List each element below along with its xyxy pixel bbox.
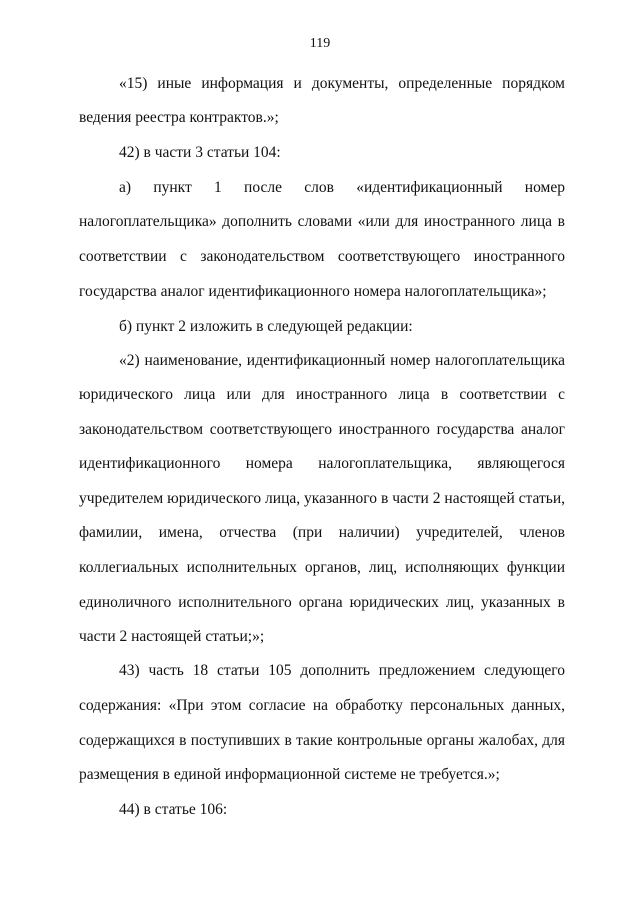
text-line: содержания: «При этом согласие на обработку персональных данных, (79, 697, 565, 714)
text-line: налогоплательщика» дополнить словами «или для иностранного лица в (79, 213, 565, 230)
text-line: 44) в статье 106: (119, 801, 228, 818)
text-line: юридического лица или для иностранного лица в соответствии с (79, 386, 565, 403)
text-line: а) пункт 1 после слов «идентификационный номер (119, 179, 565, 196)
text-line: ведения реестра контрактов.»; (79, 109, 279, 126)
text-line: содержащихся в поступивших в такие контрольные органы жалобах, для (79, 732, 565, 749)
text-line: 42) в части 3 статьи 104: (119, 144, 281, 161)
text-line: законодательством соответствующего иностранного государства аналог (79, 421, 565, 438)
text-line: «15) иные информация и документы, определенные порядком (119, 75, 565, 92)
text-line: б) пункт 2 изложить в следующей редакции: (119, 318, 413, 335)
text-line: размещения в единой информационной системе не требуется.»; (79, 766, 500, 783)
text-line: учредителем юридического лица, указанного в части 2 настоящей статьи, (79, 490, 565, 507)
text-line: 43) часть 18 статьи 105 дополнить предложением следующего (119, 662, 565, 679)
text-line: части 2 настоящей статьи;»; (79, 628, 265, 645)
text-line: государства аналог идентификационного номера налогоплательщика»; (79, 283, 547, 300)
text-line: фамилии, имена, отчества (при наличии) учредителей, членов (79, 524, 565, 541)
page-number: 119 (309, 36, 331, 51)
text-line: соответствии с законодательством соответствующего иностранного (79, 248, 565, 265)
text-line: идентификационного номера налогоплательщика, являющегося (79, 455, 565, 472)
text-line: «2) наименование, идентификационный номер налогоплательщика (119, 352, 565, 369)
text-line: единоличного исполнительного органа юридических лиц, указанных в (79, 594, 565, 611)
text-line: коллегиальных исполнительных органов, лиц, исполняющих функции (79, 559, 565, 576)
